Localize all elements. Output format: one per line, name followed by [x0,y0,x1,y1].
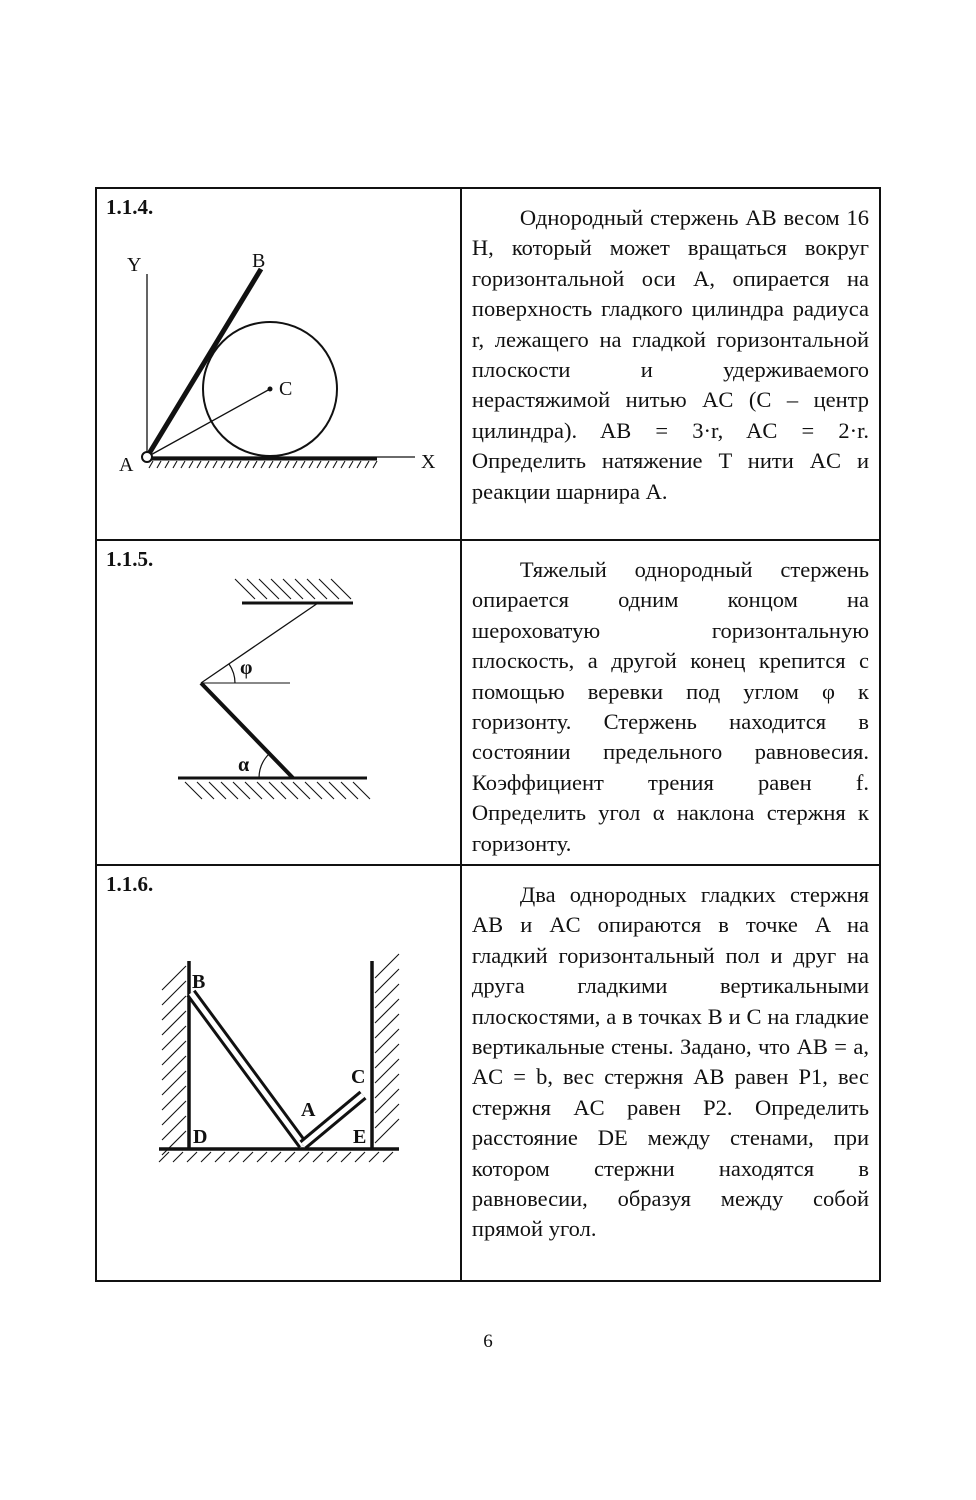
angle-phi-label: φ [240,657,253,679]
problem-row-1-1-6 [96,865,880,1281]
rod-ab [147,269,261,457]
x-axis-label: X [421,451,436,473]
text-cell [461,540,880,865]
rod-rope-figure [97,541,461,866]
right-wall-hatching [375,954,399,1143]
point-c-label: C [279,378,293,400]
problems-table [95,187,881,1282]
floor-hatching [159,1152,393,1162]
problem-text: Тяжелый однородный стержень опирается одним концом на шероховатую горизонтальную плоскость, а другой конец крепится с помощью веревки под углом φ к горизонту. Стержень находится в состоянии предельного равновесия. Коэффициент трения равен f. Определить угол α наклона стержня к горизонту. [471,557,869,856]
problem-row-1-1-4 [96,188,880,540]
left-wall-hatching [162,966,186,1155]
problem-number: 1.1.6. [106,872,154,896]
figure-cell [96,540,461,865]
point-e-label: E [353,1126,367,1148]
ceiling-hatching [235,579,351,599]
problem-text: Однородный стержень AB весом 16 H, который может вращаться вокруг горизонтальной оси A, опирается на поверхность гладкого цилиндра радиуса r, лежащего на гладкой горизонтальной плоскости и удерживаемого нерастяжимой нитью AC (C – центр цилиндра). AB = 3·r, AC = 2·r. Определить натяжение T нити AC и реакции шарнира A. [471,205,869,504]
text-cell [461,865,880,1281]
problem-text: Два однородных гладких стержня AB и AC опираются в точке A на гладкий горизонтальный пол и друг на друга гладкими вертикальными плоскостями, а в точках B и C на гладкие вертикальные стены. Задано, что AB = a, AC = b, вес стержня AB равен P1, вес стержня AC равен P2. Определить расстояние DE между стенами, при котором стержни находятся в равновесии, образуя между собой прямой угол. [471,882,869,1242]
y-axis-label: Y [127,254,142,276]
ground-hatching [149,461,377,468]
angle-alpha-arc [259,754,269,778]
point-a-label: A [301,1099,316,1121]
problem-number: 1.1.5. [106,547,154,571]
point-b-label: B [252,250,266,272]
rod-cylinder-figure [97,189,461,541]
page-number: 6 [483,1331,493,1352]
figure-cell [96,865,461,1281]
point-b-label: B [192,971,206,993]
angle-phi-arc [229,664,235,683]
floor-hatching [185,782,370,799]
two-rods-figure [97,866,461,1282]
figure-cell [96,188,461,540]
text-cell [461,188,880,540]
angle-alpha-label: α [238,754,250,776]
point-a-label: A [119,454,134,476]
hinge-a [142,452,152,462]
point-d-label: D [193,1126,208,1148]
center-c-dot [268,387,273,392]
problem-number: 1.1.4. [106,195,154,219]
rope-line [201,603,318,683]
point-c-label: C [351,1066,366,1088]
problem-row-1-1-5 [96,540,880,865]
